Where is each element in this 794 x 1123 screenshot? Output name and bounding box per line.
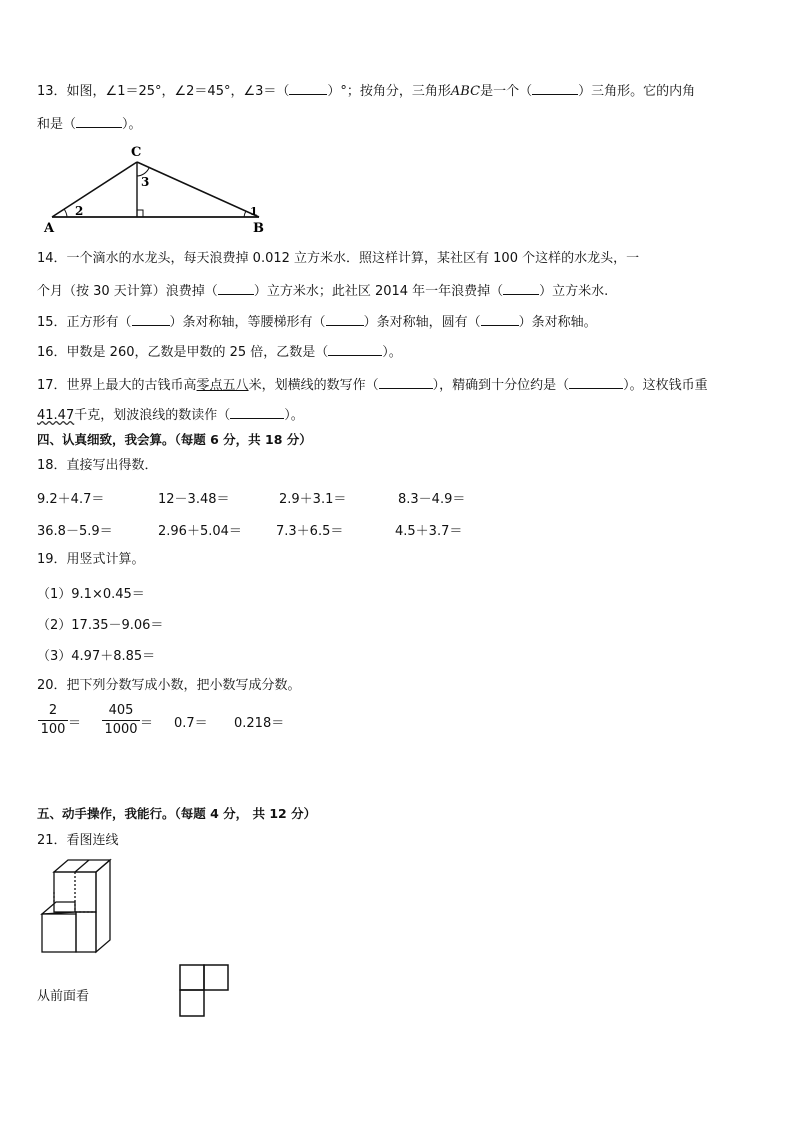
q17-blank-written[interactable] bbox=[379, 376, 433, 389]
q14-text-a: 个月（按 30 天计算）浪费掉（ bbox=[37, 284, 218, 299]
q18-expr: 12－3.48＝ bbox=[158, 492, 230, 507]
lower-left-front-face bbox=[42, 914, 76, 952]
fraction-2-100 bbox=[38, 702, 68, 739]
q17-text-d: ）。这枚钱币重 bbox=[623, 378, 708, 393]
q19-item: （2）17.35－9.06＝ bbox=[37, 618, 164, 633]
decimal-0-7: 0.7＝ bbox=[174, 716, 208, 731]
q15-text-d: ）条对称轴。 bbox=[518, 315, 597, 330]
q19-title: 19．用竖式计算。 bbox=[37, 552, 145, 567]
label-a: A bbox=[44, 221, 55, 236]
q18-expr: 7.3＋6.5＝ bbox=[276, 524, 344, 539]
q13-text-f: ）。 bbox=[122, 117, 142, 132]
lower-right-front-face bbox=[76, 912, 96, 952]
angle2-arc bbox=[64, 209, 67, 217]
q15-text-b: ）条对称轴，等腰梯形有（ bbox=[169, 315, 326, 330]
q18-expr: 2.9＋3.1＝ bbox=[279, 492, 347, 507]
q13-blank-angle3[interactable] bbox=[289, 82, 327, 95]
q13-text-b: ）°；按角分，三角形 bbox=[327, 84, 451, 99]
q17-underlined-number: 零点五八 bbox=[196, 378, 249, 393]
q14-line2 bbox=[37, 282, 754, 301]
q13-text-c: 是一个（ bbox=[480, 84, 533, 99]
q13-text-e: 和是（ bbox=[37, 117, 77, 132]
q13-line1 bbox=[37, 82, 754, 101]
view-cell-top-right bbox=[204, 965, 228, 990]
label-angle2: 2 bbox=[75, 204, 84, 218]
q14-line1: 14．一个滴水的水龙头，每天浪费掉 0.012 立方米水．照这样计算，某社区有 100 个这样的水龙头，一 bbox=[37, 251, 640, 266]
view-label: 从前面看 bbox=[37, 989, 90, 1004]
q15-line bbox=[37, 313, 754, 332]
triangle-side-ac bbox=[52, 162, 137, 217]
decimal-0-218: 0.218＝ bbox=[234, 716, 285, 731]
equals-sign: ＝ bbox=[68, 716, 82, 731]
q16-text-a: 16．甲数是 260，乙数是甲数的 25 倍，乙数是（ bbox=[37, 345, 329, 360]
equals-sign: ＝ bbox=[140, 716, 154, 731]
q17-line2 bbox=[37, 406, 754, 425]
q13-blank-sum[interactable] bbox=[76, 115, 122, 128]
fraction-denominator: 1000 bbox=[104, 722, 138, 737]
q19-item: （3）4.97＋8.85＝ bbox=[37, 649, 156, 664]
cube-figure bbox=[38, 858, 130, 958]
section5-heading: 五、动手操作，我能行。（每题 4 分， 共 12 分） bbox=[37, 806, 317, 821]
q18-expr: 8.3－4.9＝ bbox=[398, 492, 466, 507]
q17-wavy-number: 41.47 bbox=[37, 408, 75, 423]
right-angle-mark bbox=[137, 210, 143, 217]
q17-blank-rounded[interactable] bbox=[569, 376, 623, 389]
q14-text-b: ）立方米水；此社区 2014 年一年浪费掉（ bbox=[253, 284, 504, 299]
q17-blank-read[interactable] bbox=[230, 406, 284, 419]
fraction-405-1000 bbox=[102, 702, 140, 739]
view-cell-bottom-left bbox=[180, 990, 204, 1016]
q14-blank-year[interactable] bbox=[503, 282, 539, 295]
q16-line bbox=[37, 343, 754, 362]
label-angle3: 3 bbox=[141, 175, 150, 189]
q18-expr: 36.8－5.9＝ bbox=[37, 524, 113, 539]
q15-blank-square[interactable] bbox=[132, 313, 170, 326]
q15-text-a: 15．正方形有（ bbox=[37, 315, 132, 330]
q17-text-a: 17．世界上最大的古钱币高 bbox=[37, 378, 197, 393]
triangle-side-bc bbox=[137, 162, 259, 217]
q18-expr: 9.2＋4.7＝ bbox=[37, 492, 105, 507]
q17-line1 bbox=[37, 376, 754, 395]
q14-text-c: ）立方米水. bbox=[539, 284, 609, 299]
q18-title: 18．直接写出得数． bbox=[37, 458, 158, 473]
label-angle1: 1 bbox=[250, 205, 258, 218]
label-b: B bbox=[253, 221, 264, 236]
q18-expr: 4.5＋3.7＝ bbox=[395, 524, 463, 539]
section4-heading: 四、认真细致，我会算。（每题 6 分，共 18 分） bbox=[37, 432, 312, 447]
q13-line2 bbox=[37, 115, 754, 134]
q13-text-a: 13．如图，∠1＝25°，∠2＝45°，∠3＝（ bbox=[37, 84, 290, 99]
triangle-figure bbox=[30, 142, 270, 236]
q14-blank-month[interactable] bbox=[218, 282, 254, 295]
q17-text-b: 米，划横线的数写作（ bbox=[248, 378, 379, 393]
q18-expr: 2.96＋5.04＝ bbox=[158, 524, 242, 539]
q17-text-e: 千克，划波浪线的数读作（ bbox=[74, 408, 231, 423]
q16-text-b: ）。 bbox=[382, 345, 402, 360]
q20-title: 20．把下列分数写成小数，把小数写成分数。 bbox=[37, 678, 301, 693]
fraction-numerator: 405 bbox=[102, 702, 140, 721]
q13-triangle-name: ABC bbox=[450, 84, 481, 99]
q19-item: （1）9.1×0.45＝ bbox=[37, 587, 145, 602]
q13-blank-type[interactable] bbox=[532, 82, 578, 95]
label-c: C bbox=[131, 145, 142, 160]
view-cell-top-left bbox=[180, 965, 204, 990]
q17-text-c: ），精确到十分位约是（ bbox=[432, 378, 570, 393]
right-face bbox=[96, 860, 110, 952]
q15-blank-trapezoid[interactable] bbox=[326, 313, 364, 326]
front-view-grid bbox=[178, 962, 232, 1020]
q15-text-c: ）条对称轴，圆有（ bbox=[363, 315, 481, 330]
q21-title: 21．看图连线 bbox=[37, 833, 119, 848]
fraction-numerator: 2 bbox=[38, 702, 68, 721]
q15-blank-circle[interactable] bbox=[481, 313, 519, 326]
q17-text-f: ）。 bbox=[284, 408, 304, 423]
q13-text-d: ）三角形。它的内角 bbox=[578, 84, 696, 99]
q16-blank[interactable] bbox=[328, 343, 382, 356]
fraction-denominator: 100 bbox=[40, 722, 66, 737]
